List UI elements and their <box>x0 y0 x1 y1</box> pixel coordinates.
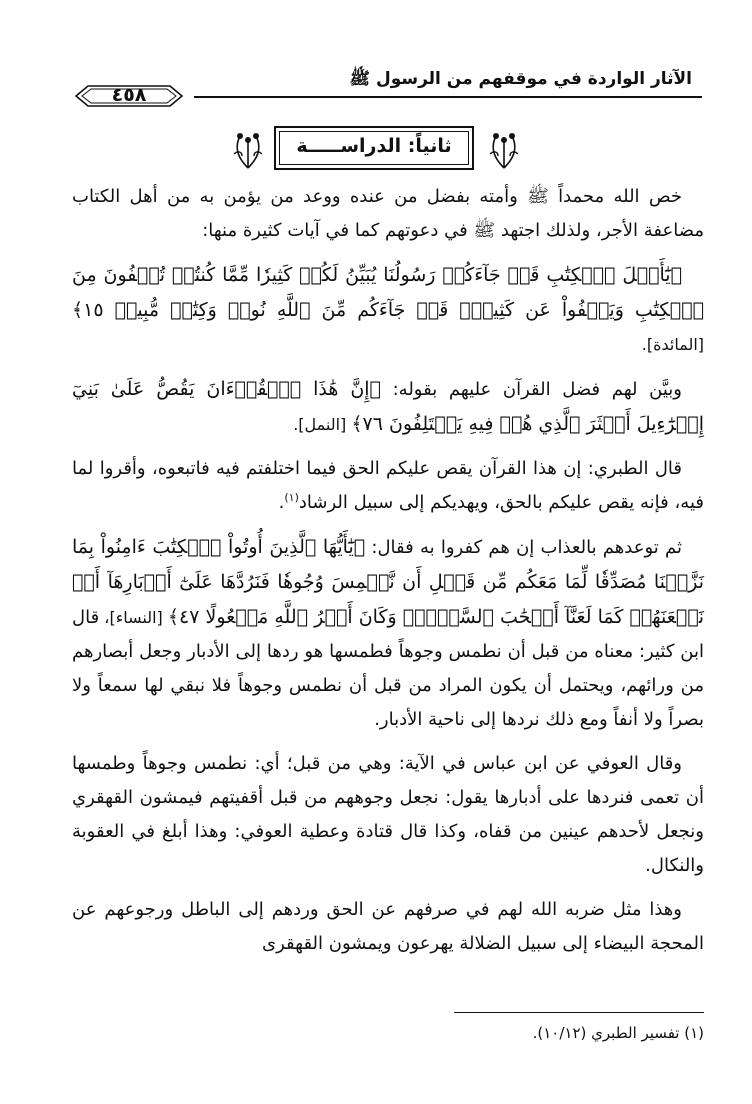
quran-verse: ﴿يَٰٓأَهۡلَ ٱلۡكِتَٰبِ قَدۡ جَآءَكُمۡ رَسُولُنَا يُبَيِّنُ لَكُمۡ كَثِيرٗا مِّمَّا كُنتُمۡ تُخۡفُونَ مِنَ ٱلۡكِتَٰبِ وَيَعۡفُواْ عَن كَثِيرٖۚ قَدۡ جَآءَكُم مِّنَ ٱللَّهِ نُورٞ وَكِتَٰبٞ مُّبِينٞ ١٥﴾ <box>72 264 704 321</box>
paragraph: خص الله محمداً ﷺ وأمته بفضل من عنده ووعد من يؤمن به من أهل الكتاب مضاعفة الأجر، ولذلك اجتهد ﷺ في دعوتهم كما في آيات كثيرة منها: <box>72 186 704 241</box>
paragraph-quran-verse <box>72 258 704 362</box>
body-text <box>72 180 704 971</box>
surah-reference: [النساء]، <box>99 608 168 627</box>
section-heading <box>226 126 526 172</box>
quran-verse: ﴿يَٰٓأَيُّهَا ٱلَّذِينَ أُوتُواْ ٱلۡكِتَٰبَ ءَامِنُواْ بِمَا نَزَّلۡنَا مُصَدِّقٗا لِّمَا مَعَكُم مِّن قَبۡلِ أَن نَّطۡمِسَ وُجُوهٗا فَنَرُدَّهَا عَلَىٰٓ أَدۡبَارِهَآ أَوۡ نَلۡعَنَهُمۡ كَمَا لَعَنَّآ أَصۡحَٰبَ ٱلسَّبۡتِۚ وَكَانَ أَمۡرُ ٱللَّهِ مَفۡعُولًا ٤٧﴾ <box>72 536 705 628</box>
footnote: (١) تفسير الطبري (١٠/١٢). <box>532 1024 704 1042</box>
surah-reference: [النمل]. <box>293 415 352 434</box>
page-number: ٤٥٨ <box>111 84 147 106</box>
footnote-rule <box>454 1012 704 1013</box>
section-title-frame <box>274 126 474 170</box>
quran-verse: ﴿إِنَّ هَٰذَا ٱلۡقُرۡءَانَ يَقُصُّ عَلَىٰ بَنِيٓ إِسۡرَٰٓءِيلَ أَكۡثَرَ ٱلَّذِي هُمۡ فِيهِ يَخۡتَلِفُونَ ٧٦﴾ <box>72 378 704 435</box>
section-title: ثانياً: الدراســـــة <box>296 135 452 157</box>
paragraph: قال الطبري: إن هذا القرآن يقص عليكم الحق فيما اختلفتم فيه فاتبعوه، وأقروا لما فيه، فإنه يقص عليكم بالحق، ويهديكم إلى سبيل الرشاد$^{(١)}$. <box>72 458 704 513</box>
header-title: الآثار الواردة في موقفهم من الرسول ﷺ <box>349 69 692 89</box>
paragraph: ثم توعدهم بالعذاب إن هم كفروا به فقال: ﴿يَٰٓأَيُّهَا ٱلَّذِينَ أُوتُواْ ٱلۡكِتَٰبَ ءَامِنُواْ بِمَا نَزَّلۡنَا مُصَدِّقٗا لِّمَا مَعَكُم مِّن قَبۡلِ أَن نَّطۡمِسَ وُجُوهٗا فَنَرُدَّهَا عَلَىٰٓ أَدۡبَارِهَآ أَوۡ نَلۡعَنَهُمۡ كَمَا لَعَنَّآ أَصۡحَٰبَ ٱلسَّبۡتِۚ وَكَانَ أَمۡرُ ٱللَّهِ مَفۡعُولًا ٤٧﴾ [النساء]، قال ابن كثير: معناه من قبل أن نطمس وجوهاً فطمسها هو ردها إلى الأدبار وجعل أبصارهم من ورائهم، ويحتمل أن يكون المراد من قبل أن نطمس وجوهاً فلا نبقي لها سمعاً ولا بصراً ولا أنفاً ومع ذلك نردها إلى ناحية الأدبار. <box>72 536 705 730</box>
paragraph: وبيَّن لهم فضل القرآن عليهم بقوله: ﴿إِنَّ هَٰذَا ٱلۡقُرۡءَانَ يَقُصُّ عَلَىٰ بَنِيٓ إِسۡرَٰٓءِيلَ أَكۡثَرَ ٱلَّذِي هُمۡ فِيهِ يَخۡتَلِفُونَ ٧٦﴾ [النمل]. <box>72 378 704 435</box>
footnote-marker: (١) <box>284 491 299 504</box>
running-header <box>74 64 702 104</box>
paragraph: وقال العوفي عن ابن عباس في الآية: وهي من قبل؛ أي: نطمس وجوهاً وطمسها أن تعمى فنردها على أدبارها يقول: نجعل وجوههم من قبل أقفيتهم فيمشون القهقري ونجعل لأحدهم عينين من قفاه، وكذا قال قتادة وعطية العوفي: وهذا أبلغ في العقوبة والنكال. <box>72 753 704 876</box>
floral-ornament-icon <box>484 128 524 170</box>
floral-ornament-icon <box>228 128 268 170</box>
paragraph: وهذا مثل ضربه الله لهم في صرفهم عن الحق وردهم إلى الباطل ورجوعهم عن المحجة البيضاء إلى سبيل الضلالة يهرعون ويمشون القهقرى <box>72 899 704 954</box>
page-number-frame <box>74 80 184 112</box>
surah-reference: [المائدة]. <box>641 335 704 354</box>
header-rule <box>194 96 702 98</box>
